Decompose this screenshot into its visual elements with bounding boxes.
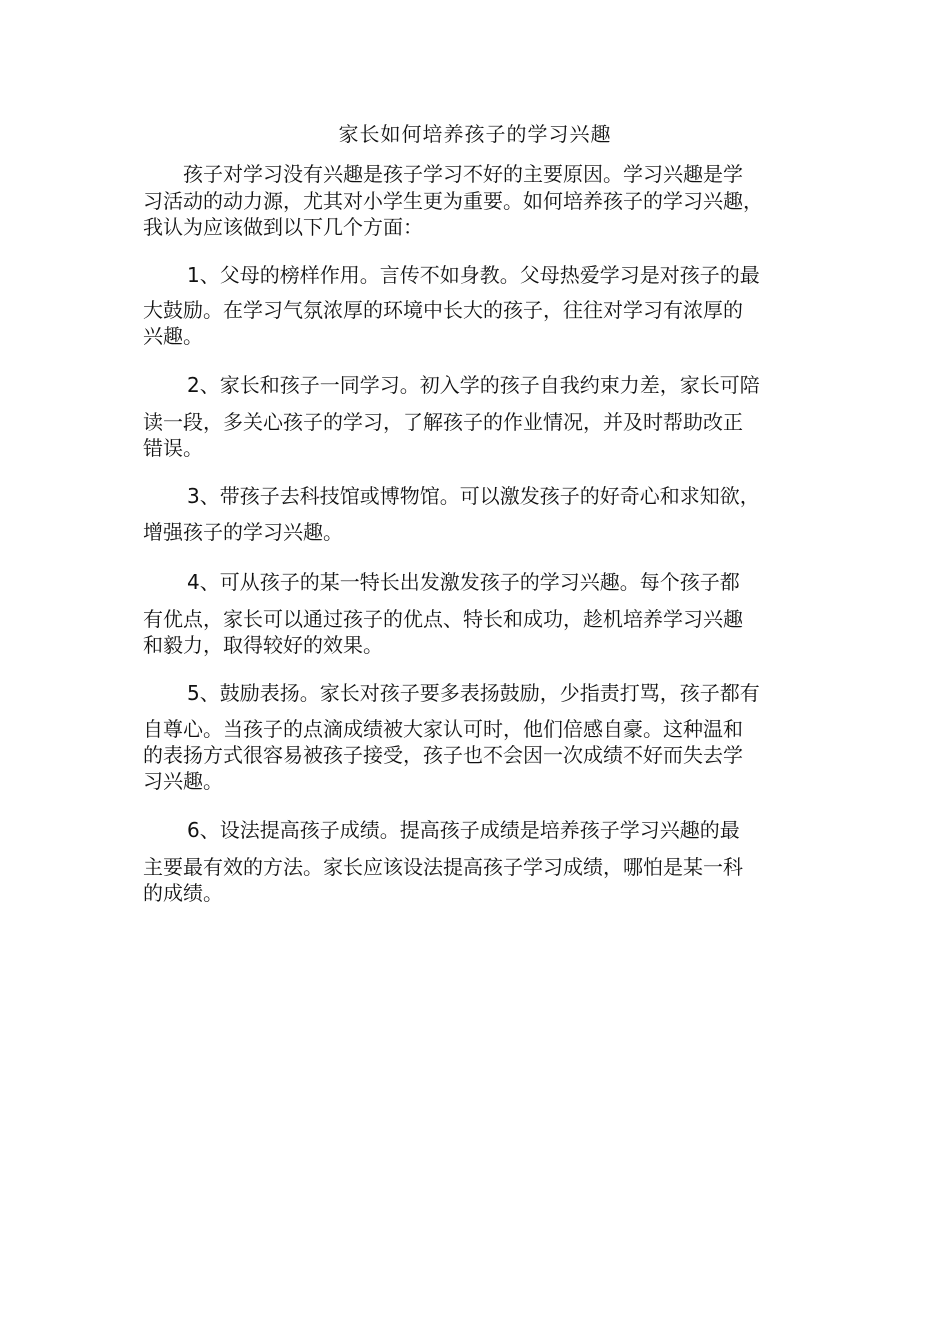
item-4-number: 4	[187, 570, 200, 594]
item-6-line-3: 的成绩。	[143, 881, 223, 905]
item-5-line-1: 5、鼓励表扬。家长对孩子要多表扬鼓励，少指责打骂，孩子都有	[187, 681, 760, 705]
intro-line-3: 我认为应该做到以下几个方面：	[143, 215, 423, 239]
item-2-line-3: 错误。	[143, 436, 203, 460]
item-5-number: 5	[187, 681, 200, 705]
intro-line-1: 孩子对学习没有兴趣是孩子学习不好的主要原因。学习兴趣是学	[183, 162, 743, 186]
item-1-number: 1	[187, 263, 200, 287]
item-2-number: 2	[187, 373, 200, 397]
item-3-number: 3	[187, 484, 200, 508]
item-2-line-1: 2、家长和孩子一同学习。初入学的孩子自我约束力差，家长可陪	[187, 373, 760, 397]
item-6-line-1: 6、设法提高孩子成绩。提高孩子成绩是培养孩子学习兴趣的最	[187, 818, 740, 842]
item-5-line-4: 习兴趣。	[143, 769, 223, 793]
item-4-line-3: 和毅力，取得较好的效果。	[143, 633, 383, 657]
item-1-line-2: 大鼓励。在学习气氛浓厚的环境中长大的孩子，往往对学习有浓厚的	[143, 298, 743, 322]
item-1-line-3: 兴趣。	[143, 324, 203, 348]
item-3-line-1: 3、带孩子去科技馆或博物馆。可以激发孩子的好奇心和求知欲，	[187, 484, 760, 508]
item-5-line-2: 自尊心。当孩子的点滴成绩被大家认可时，他们倍感自豪。这种温和	[143, 717, 743, 741]
item-4-line-1: 4、可从孩子的某一特长出发激发孩子的学习兴趣。每个孩子都	[187, 570, 740, 594]
document-title: 家长如何培养孩子的学习兴趣	[338, 122, 612, 146]
item-2-line-2: 读一段，多关心孩子的学习，了解孩子的作业情况，并及时帮助改正	[143, 410, 743, 434]
item-5-line-3: 的表扬方式很容易被孩子接受，孩子也不会因一次成绩不好而失去学	[143, 743, 743, 767]
item-4-line-2: 有优点，家长可以通过孩子的优点、特长和成功，趁机培养学习兴趣	[143, 607, 743, 631]
item-3-line-2: 增强孩子的学习兴趣。	[143, 520, 343, 544]
intro-line-2: 习活动的动力源，尤其对小学生更为重要。如何培养孩子的学习兴趣，	[143, 189, 763, 213]
item-1-line-1: 1、父母的榜样作用。言传不如身教。父母热爱学习是对孩子的最	[187, 263, 760, 287]
item-6-line-2: 主要最有效的方法。家长应该设法提高孩子学习成绩，哪怕是某一科	[143, 855, 743, 879]
item-6-number: 6	[187, 818, 200, 842]
